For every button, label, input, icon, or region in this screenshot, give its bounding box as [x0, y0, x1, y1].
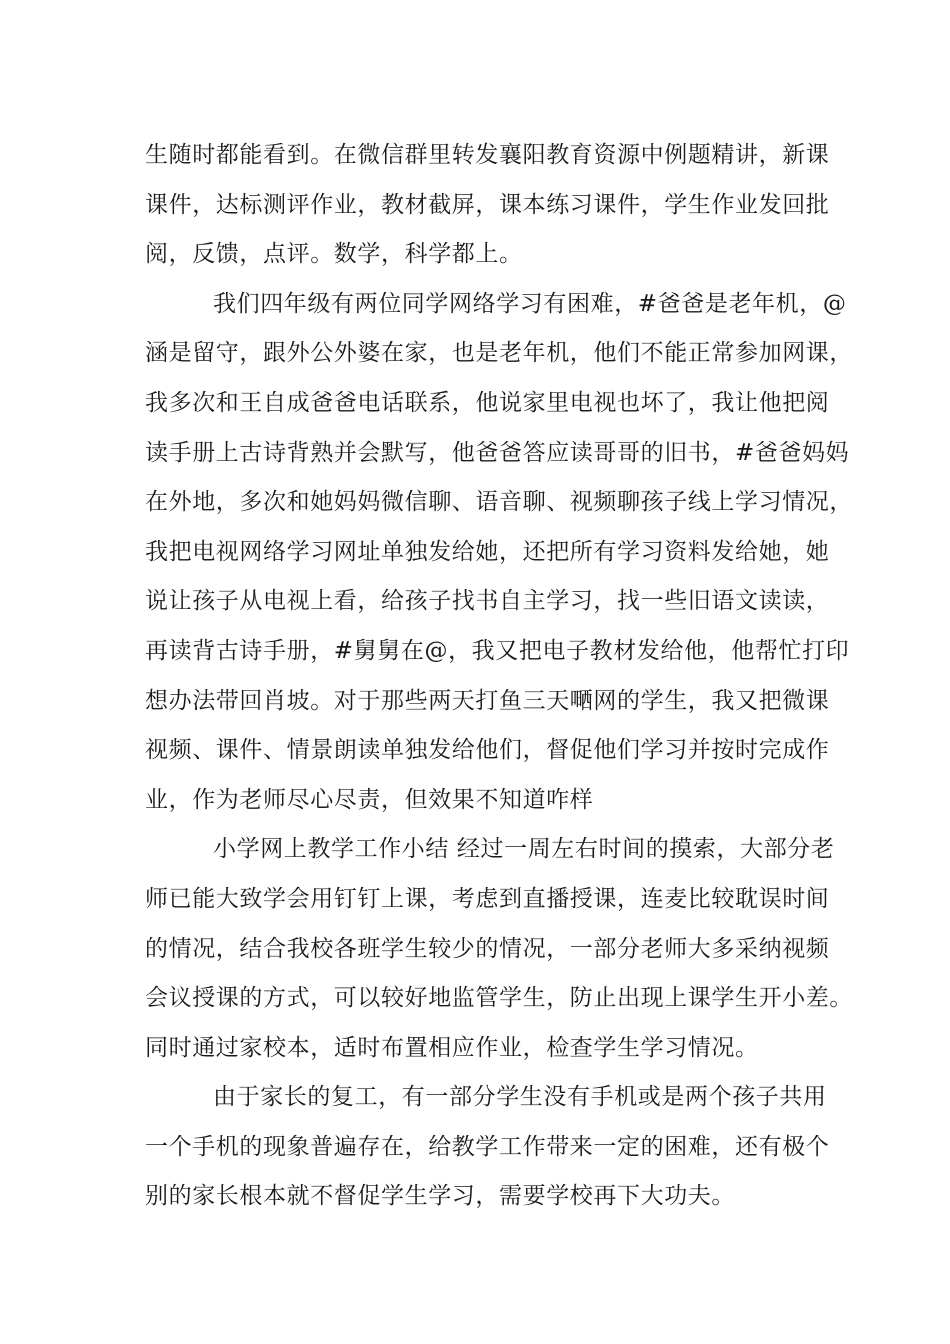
text-line: 再读背古诗手册，#舅舅在@，我又把电子教材发给他，他帮忙打印 [145, 637, 850, 664]
text-line: 生随时都能看到。在微信群里转发襄阳教育资源中例题精讲，新课 [145, 142, 830, 168]
text-line: 课件，达标测评作业，教材截屏，课本练习课件，学生作业发回批 [145, 191, 830, 218]
text-line: 在外地，多次和她妈妈微信聊、语音聊、视频聊孩子线上学习情况， [145, 489, 853, 516]
text-line: 视频、课件、情景朗读单独发给他们，督促他们学习并按时完成作 [145, 737, 830, 764]
text-line: 会议授课的方式，可以较好地监管学生，防止出现上课学生开小差。 [145, 985, 853, 1012]
text-line: 小学网上教学工作小结 经过一周左右时间的摸索，大部分老 [213, 836, 835, 863]
text-line: 涵是留守，跟外公外婆在家，也是老年机，他们不能正常参加网课， [145, 340, 853, 367]
paragraph [145, 280, 853, 826]
document-body [145, 131, 853, 1222]
text-line: 读手册上古诗背熟并会默写，他爸爸答应读哥哥的旧书，#爸爸妈妈 [145, 439, 850, 466]
paragraph [145, 825, 853, 1073]
paragraph [145, 1073, 830, 1222]
text-line: 想办法带回肖坡。对于那些两天打鱼三天嗮网的学生，我又把微课 [145, 687, 830, 714]
text-line: 说让孩子从电视上看，给孩子找书自主学习，找一些旧语文读读， [145, 588, 830, 615]
text-line: 一个手机的现象普遍存在，给教学工作带来一定的困难，还有极个 [145, 1133, 830, 1160]
text-line: 我们四年级有两位同学网络学习有困难，#爸爸是老年机，@ [213, 290, 847, 317]
text-line: 同时通过家校本，适时布置相应作业，检查学生学习情况。 [145, 1034, 759, 1061]
paragraph-continued [145, 131, 830, 280]
text-line: 师已能大致学会用钉钉上课，考虑到直播授课，连麦比较耽误时间 [145, 885, 830, 912]
text-line: 阅，反馈，点评。数学，科学都上。 [145, 241, 523, 268]
text-line: 别的家长根本就不督促学生学习，需要学校再下大功夫。 [145, 1183, 735, 1210]
text-line: 由于家长的复工，有一部分学生没有手机或是两个孩子共用 [213, 1084, 827, 1111]
text-line: 业，作为老师尽心尽责，但效果不知道咋样 [145, 786, 594, 813]
text-line: 的情况，结合我校各班学生较少的情况，一部分老师大多采纳视频 [145, 935, 830, 962]
text-line: 我把电视网络学习网址单独发给她，还把所有学习资料发给她，她 [145, 538, 830, 565]
text-line: 我多次和王自成爸爸电话联系，他说家里电视也坏了，我让他把阅 [145, 389, 830, 416]
